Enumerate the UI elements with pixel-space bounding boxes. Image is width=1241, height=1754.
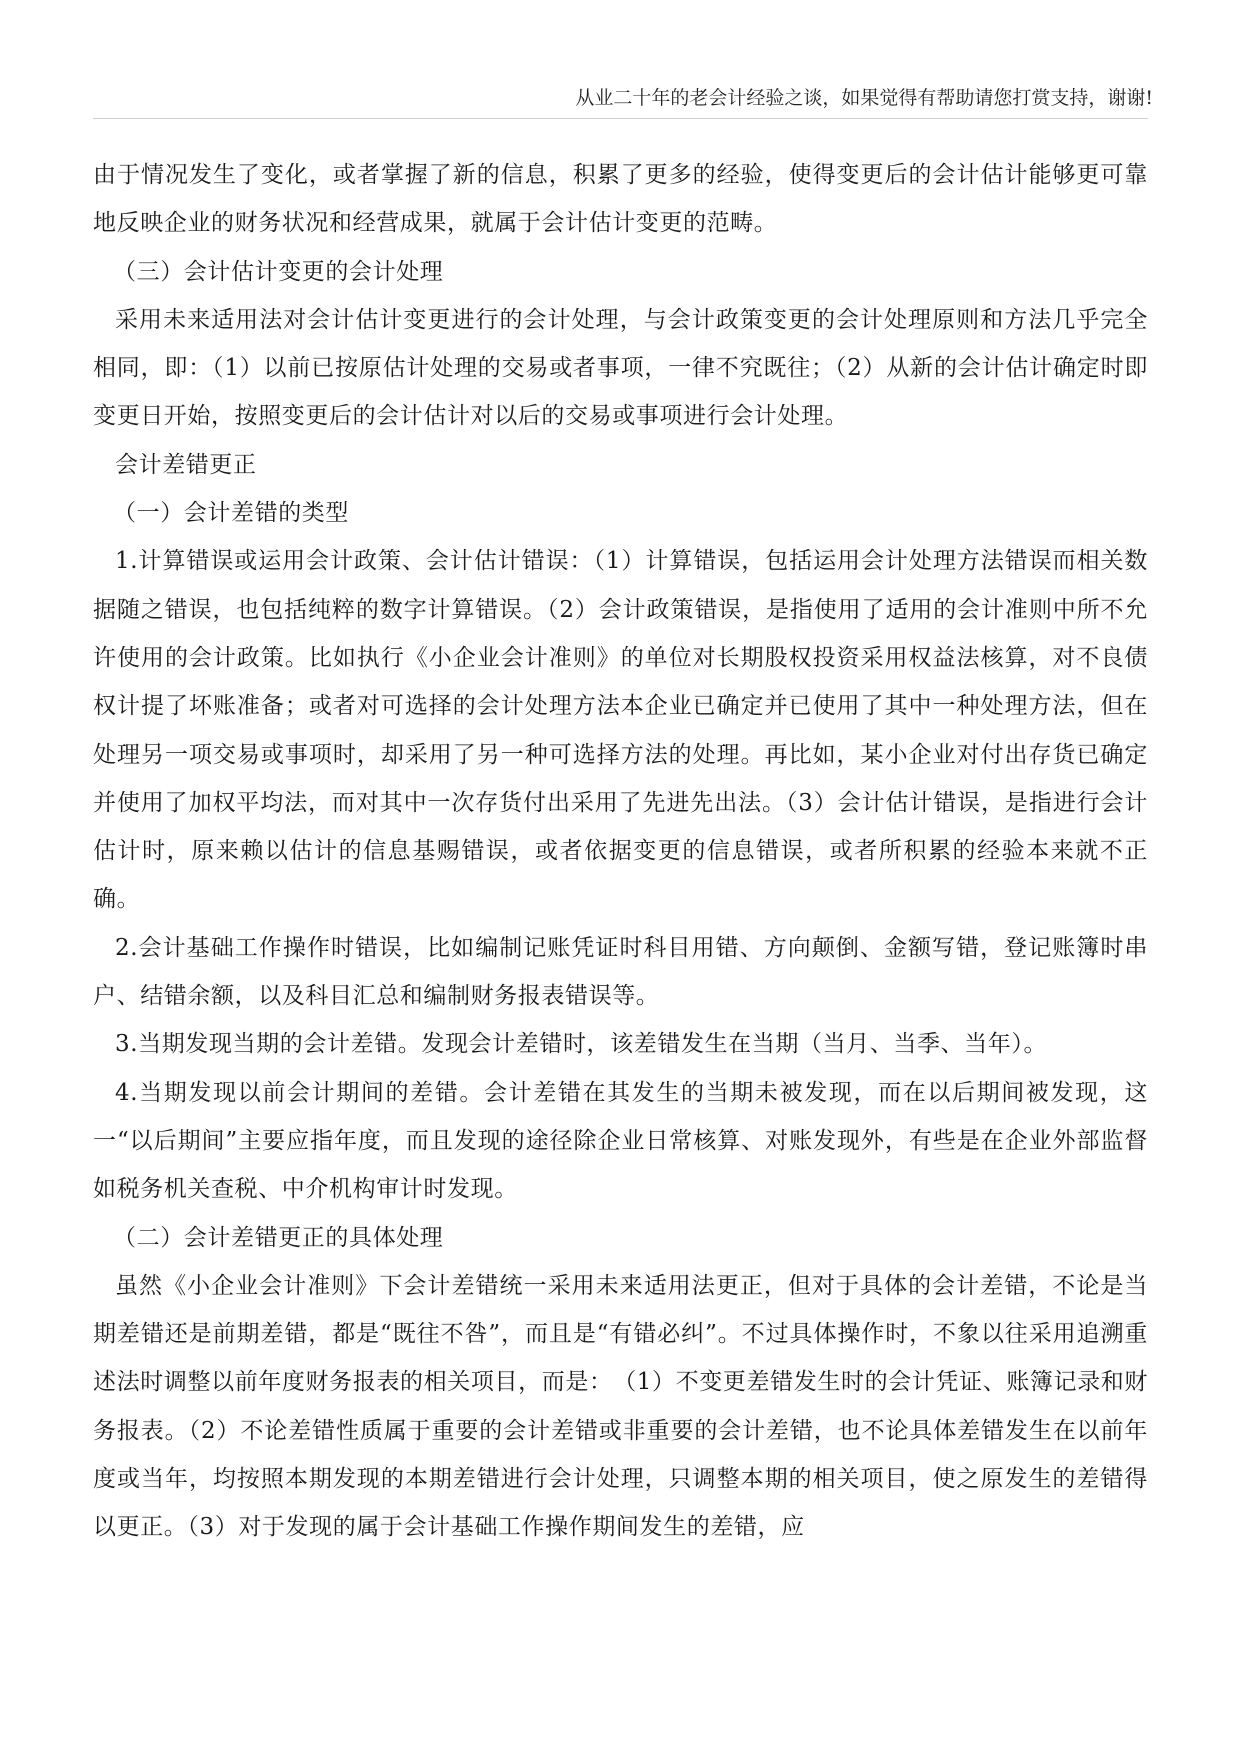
paragraph-error-type-2: 2.会计基础工作操作时错误，比如编制记账凭证时科目用错、方向颠倒、金额写错，登记账簿时串户、结错余额，以及科目汇总和编制财务报表错误等。 xyxy=(93,934,1148,1010)
paragraph-estimate-change-scope: 由于情况发生了变化，或者掌握了新的信息，积累了更多的经验，使得变更后的会计估计能够更可靠地反映企业的财务状况和经营成果，就属于会计估计变更的范畴。 xyxy=(93,162,1148,237)
paragraph-error-type-1: 1.计算错误或运用会计政策、会计估计错误：（1）计算错误，包括运用会计处理方法错误而相关数据随之错误，也包括纯粹的数字计算错误。（2）会计政策错误，是指使用了适用的会计准则中所不允许使用的会计政策。比如执行《小企业会计准则》的单位对长期股权投资采用权益法核算，对不良债权计提了坏账准备；或者对可选择的会计处理方法本企业已确定并已使用了其中一种处理方法，但在处理另一项交易或事项时，却采用了另一种可选择方法的处理。再比如，某小企业对付出存货已确定并使用了加权平均法，而对其中一次存货付出采用了先进先出法。（3）会计估计错误，是指进行会计估计时，原来赖以估计的信息基赐错误，或者依据变更的信息错误，或者所积累的经验本来就不正确。 xyxy=(93,548,1148,913)
header-divider xyxy=(93,118,1148,119)
page-header: 从业二十年的老会计经验之谈，如果觉得有帮助请您打赏支持，谢谢! xyxy=(575,87,1153,109)
paragraph-error-type-4: 4.当期发现以前会计期间的差错。会计差错在其发生的当期未被发现，而在以后期间被发现，这一“以后期间”主要应指年度，而且发现的途径除企业日常核算、对账发现外，有些是在企业外部监督如税务机关查税、中介机构审计时发现。 xyxy=(93,1079,1148,1203)
heading-error-correction: 会计差错更正 xyxy=(115,451,257,478)
document-body xyxy=(93,151,1148,1552)
heading-estimate-change-treatment: （三）会计估计变更的会计处理 xyxy=(113,258,444,285)
heading-error-types: （一）会计差错的类型 xyxy=(113,500,349,527)
paragraph-correction-details: 虽然《小企业会计准则》下会计差错统一采用未来适用法更正，但对于具体的会计差错，不论是当期差错还是前期差错，都是“既往不咎”，而且是“有错必纠”。不过具体操作时，不象以往采用追溯重述法时调整以前年度财务报表的相关项目，而是： （1）不变更差错发生时的会计凭证、账簿记录和财务报表。（2）不论差错性质属于重要的会计差错或非重要的会计差错，也不论具体差错发生在以前年度或当年，均按照本期发现的本期差错进行会计处理，只调整本期的相关项目，使之原发生的差错得以更正。（3）对于发现的属于会计基础工作操作期间发生的差错，应 xyxy=(93,1272,1148,1541)
paragraph-prospective-method: 采用未来适用法对会计估计变更进行的会计处理，与会计政策变更的会计处理原则和方法几乎完全相同，即：（1）以前已按原估计处理的交易或者事项，一律不究既往；（2）从新的会计估计确定时即变更日开始，按照变更后的会计估计对以后的交易或事项进行会计处理。 xyxy=(93,306,1148,430)
paragraph-error-type-3: 3.当期发现当期的会计差错。发现会计差错时，该差错发生在当期（当月、当季、当年）。 xyxy=(115,1031,1048,1058)
heading-correction-handling: （二）会计差错更正的具体处理 xyxy=(113,1224,444,1251)
